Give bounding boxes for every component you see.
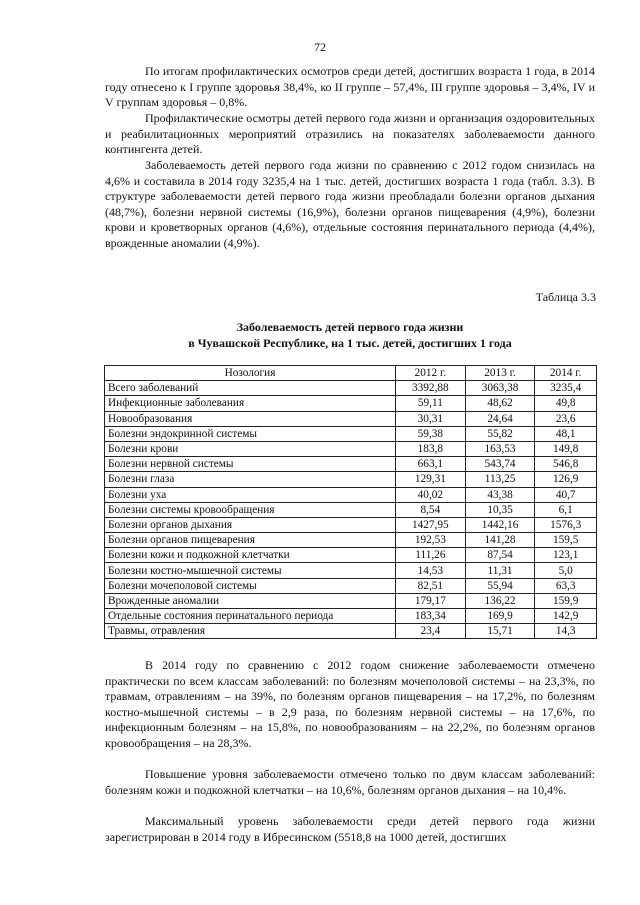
header-2014: 2014 г.	[535, 366, 597, 381]
value-cell-2014: 1576,3	[535, 517, 597, 532]
nosology-cell: Всего заболеваний	[105, 381, 396, 396]
value-cell-2014: 159,5	[535, 533, 597, 548]
header-2013: 2013 г.	[465, 366, 535, 381]
table-header-row	[105, 366, 597, 381]
table-title-line-1: Заболеваемость детей первого года жизни	[236, 320, 464, 334]
value-cell-2012: 1427,95	[396, 517, 466, 532]
morbidity-table	[104, 365, 597, 639]
paragraph-morbidity-structure: Заболеваемость детей первого года жизни по сравнению с 2012 годом снизилась на 4,6% и составила в 2014 году 3235,4 на 1 тыс. детей, достигших возраста 1 года (табл. 3.3). В структуре заболеваемости детей первого года жизни преобладали болезни органов дыхания (48,7%), болезни нервной системы (16,9%), болезни органов пищеварения (4,9%), болезни крови и кроветворных органов (4,6%), отдельные состояния перинатального периода (4,4%), врожденные аномалии (4,9%).	[105, 158, 595, 250]
value-cell-2013: 141,28	[465, 533, 535, 548]
value-cell-2014: 149,8	[535, 441, 597, 456]
nosology-cell: Инфекционные заболевания	[105, 396, 396, 411]
value-cell-2012: 14,53	[396, 563, 466, 578]
value-cell-2014: 123,1	[535, 548, 597, 563]
table-row	[105, 609, 597, 624]
table-row	[105, 593, 597, 608]
nosology-cell: Болезни уха	[105, 487, 396, 502]
value-cell-2014: 3235,4	[535, 381, 597, 396]
value-cell-2014: 126,9	[535, 472, 597, 487]
nosology-cell: Болезни кожи и подкожной клетчатки	[105, 548, 396, 563]
table-row	[105, 411, 597, 426]
nosology-cell: Болезни глаза	[105, 472, 396, 487]
table-row	[105, 381, 597, 396]
table-number: Таблица 3.3	[535, 290, 596, 304]
paragraph-preventive-exams: Профилактические осмотры детей первого года жизни и организация оздоровительных и реабилитационных мероприятий отразились на показателях заболеваемости данного контингента детей.	[105, 111, 595, 157]
value-cell-2013: 43,38	[465, 487, 535, 502]
table-row	[105, 578, 597, 593]
nosology-cell: Болезни органов пищеварения	[105, 533, 396, 548]
table-title	[105, 320, 595, 351]
value-cell-2012: 129,31	[396, 472, 466, 487]
value-cell-2013: 169,9	[465, 609, 535, 624]
value-cell-2012: 23,4	[396, 624, 466, 639]
paragraph-increase: Повышение уровня заболеваемости отмечено только по двум классам заболеваний: болезням кожи и подкожной клетчатки – на 10,6%, болезням органов дыхания – на 10,4%.	[105, 767, 595, 797]
value-cell-2012: 8,54	[396, 502, 466, 517]
value-cell-2014: 6,1	[535, 502, 597, 517]
nosology-cell: Болезни эндокринной системы	[105, 426, 396, 441]
nosology-cell: Болезни системы кровообращения	[105, 502, 396, 517]
value-cell-2013: 87,54	[465, 548, 535, 563]
value-cell-2012: 111,26	[396, 548, 466, 563]
value-cell-2012: 3392,88	[396, 381, 466, 396]
value-cell-2012: 183,8	[396, 441, 466, 456]
value-cell-2013: 55,94	[465, 578, 535, 593]
value-cell-2013: 55,82	[465, 426, 535, 441]
value-cell-2013: 136,22	[465, 593, 535, 608]
value-cell-2014: 159,9	[535, 593, 597, 608]
paragraph-health-groups: По итогам профилактических осмотров среди детей, достигших возраста 1 года, в 2014 году отнесено к I группе здоровья 38,4%, ко II группе – 57,4%, III группе здоровья – 3,4%, IV и V группам здоровья – 0,8%.	[105, 64, 595, 110]
value-cell-2014: 63,3	[535, 578, 597, 593]
value-cell-2013: 163,53	[465, 441, 535, 456]
value-cell-2012: 192,53	[396, 533, 466, 548]
table-title-line-2: в Чувашской Республике, на 1 тыс. детей, достигших 1 года	[188, 335, 512, 350]
value-cell-2014: 546,8	[535, 457, 597, 472]
value-cell-2012: 183,34	[396, 609, 466, 624]
page-number: 72	[314, 40, 326, 54]
table-row	[105, 502, 597, 517]
value-cell-2012: 59,11	[396, 396, 466, 411]
table-row	[105, 563, 597, 578]
table-row	[105, 517, 597, 532]
value-cell-2014: 48,1	[535, 426, 597, 441]
value-cell-2012: 40,02	[396, 487, 466, 502]
nosology-cell: Болезни органов дыхания	[105, 517, 396, 532]
value-cell-2014: 49,8	[535, 396, 597, 411]
value-cell-2014: 5,0	[535, 563, 597, 578]
value-cell-2012: 59,38	[396, 426, 466, 441]
value-cell-2013: 15,71	[465, 624, 535, 639]
table-row	[105, 624, 597, 639]
value-cell-2014: 14,3	[535, 624, 597, 639]
value-cell-2013: 11,31	[465, 563, 535, 578]
value-cell-2013: 10,35	[465, 502, 535, 517]
nosology-cell: Болезни костно-мышечной системы	[105, 563, 396, 578]
value-cell-2012: 179,17	[396, 593, 466, 608]
table-row	[105, 487, 597, 502]
value-cell-2013: 113,25	[465, 472, 535, 487]
table-row	[105, 533, 597, 548]
table-row	[105, 426, 597, 441]
table-row	[105, 396, 597, 411]
value-cell-2013: 48,62	[465, 396, 535, 411]
nosology-cell: Отдельные состояния перинатального периода	[105, 609, 396, 624]
table-row	[105, 457, 597, 472]
table-row	[105, 548, 597, 563]
value-cell-2013: 24,64	[465, 411, 535, 426]
value-cell-2013: 543,74	[465, 457, 535, 472]
header-nosology: Нозология	[105, 366, 396, 381]
paragraph-decrease: В 2014 году по сравнению с 2012 годом снижение заболеваемости отмечено практически по всем классам заболеваний: по болезням мочеполовой системы – на 23,3%, по травмам, отравлениям – на 39%, по болезням органов пищеварения – на 17,2%, по болезням костно-мышечной системы – в 2,9 раза, по болезням нервной системы – на 17,6%, по инфекционным болезням – на 15,8%, по новообразованиям – на 22,2%, по болезням органов кровообращения – на 28,3%.	[105, 658, 595, 750]
value-cell-2012: 663,1	[396, 457, 466, 472]
value-cell-2012: 82,51	[396, 578, 466, 593]
table-row	[105, 472, 597, 487]
value-cell-2014: 23,6	[535, 411, 597, 426]
nosology-cell: Болезни нервной системы	[105, 457, 396, 472]
paragraph-maximum: Максимальный уровень заболеваемости среди детей первого года жизни зарегистрирован в 2014 году в Ибресинском (5518,8 на 1000 детей, достигших	[105, 814, 595, 844]
value-cell-2014: 40,7	[535, 487, 597, 502]
nosology-cell: Новообразования	[105, 411, 396, 426]
value-cell-2012: 30,31	[396, 411, 466, 426]
table-row	[105, 441, 597, 456]
nosology-cell: Врожденные аномалии	[105, 593, 396, 608]
value-cell-2014: 142,9	[535, 609, 597, 624]
nosology-cell: Болезни крови	[105, 441, 396, 456]
value-cell-2013: 3063,38	[465, 381, 535, 396]
header-2012: 2012 г.	[396, 366, 466, 381]
nosology-cell: Болезни мочеполовой системы	[105, 578, 396, 593]
value-cell-2013: 1442,16	[465, 517, 535, 532]
nosology-cell: Травмы, отравления	[105, 624, 396, 639]
